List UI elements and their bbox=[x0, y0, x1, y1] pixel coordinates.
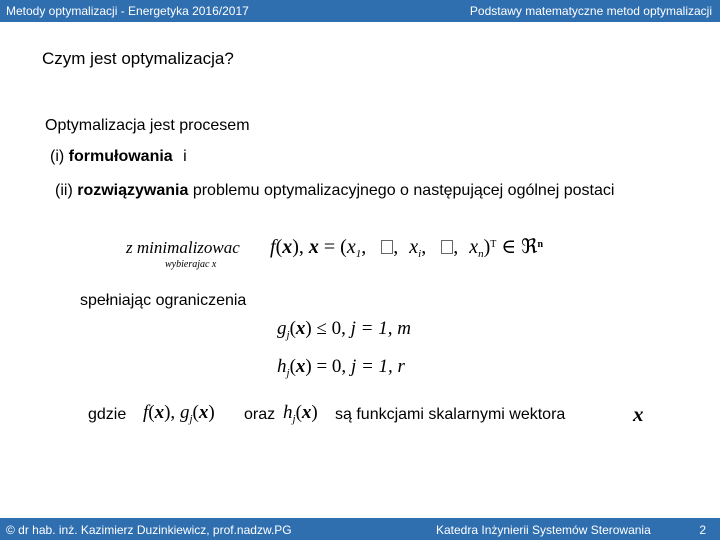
g-index: j bbox=[286, 329, 290, 341]
transpose: T bbox=[490, 239, 497, 250]
g-range: j = 1, m bbox=[350, 318, 411, 339]
header-topic: Podstawy matematyczne metod optymalizacji bbox=[469, 4, 712, 18]
inequality-constraint: $g_j(x) \le 0$, j = 1, m bbox=[277, 318, 411, 341]
and-label: oraz bbox=[244, 406, 276, 423]
g-symbol: g bbox=[277, 318, 287, 339]
footer-bar bbox=[0, 518, 720, 540]
g-relation: ≤ 0, bbox=[316, 318, 346, 339]
item1-suffix: i bbox=[183, 148, 187, 165]
x-vector: x bbox=[301, 402, 312, 423]
xn: x bbox=[469, 236, 479, 258]
xi-index: i bbox=[418, 248, 422, 260]
constraints-label: spełniając ograniczenia bbox=[80, 292, 247, 309]
vector-x: x bbox=[633, 402, 644, 426]
slide-title: Czym jest optymalizacja? bbox=[42, 49, 234, 68]
equality-constraint: $h_j(x) = 0$, j = 1, r bbox=[277, 356, 405, 379]
x-vector-def: x bbox=[308, 236, 319, 258]
h-symbol: h bbox=[283, 402, 293, 423]
intro-text: Optymalizacja jest procesem bbox=[45, 117, 250, 134]
g-symbol: g bbox=[179, 402, 190, 423]
objective-formula: f(x), $x = (x_1$, , $x_i$, , $x_n)^T$ ∈ ℜ$^n$ bbox=[270, 236, 544, 260]
h-index: j bbox=[286, 367, 290, 379]
f-symbol: f bbox=[270, 236, 276, 258]
item-solving bbox=[55, 182, 614, 200]
x-vector: x bbox=[295, 356, 306, 377]
scalar-text: są funkcjami skalarnymi wektora bbox=[335, 406, 566, 423]
placeholder-glyph bbox=[381, 240, 393, 254]
footer-author: © dr hab. inż. Kazimierz Duzinkiewicz, prof.nadzw.PG bbox=[6, 523, 292, 537]
minimize-text: z minimalizowac bbox=[126, 238, 240, 257]
xi: x bbox=[409, 236, 419, 258]
x-vector: x bbox=[295, 318, 306, 339]
xn-index: n bbox=[478, 248, 484, 260]
item2-prefix: (ii) bbox=[55, 182, 73, 199]
function-h: $h_j(x)$ bbox=[283, 402, 318, 425]
h-relation: = 0, bbox=[316, 356, 347, 377]
f-symbol: f bbox=[143, 402, 149, 423]
x-vector: x bbox=[198, 402, 209, 423]
placeholder-glyph bbox=[441, 240, 453, 254]
item-formulation bbox=[50, 148, 187, 166]
real-space: ∈ ℜ bbox=[501, 236, 538, 258]
where-label: gdzie bbox=[88, 406, 127, 423]
item2-suffix: problemu optymalizacyjnego o następującej ogólnej postaci bbox=[192, 182, 615, 199]
header-bar bbox=[0, 0, 720, 22]
header-course: Metody optymalizacji - Energetyka 2016/2017 bbox=[6, 4, 249, 18]
h-symbol: h bbox=[277, 356, 287, 377]
h-range: j = 1, r bbox=[350, 356, 405, 377]
item2-bold: rozwiązywania bbox=[77, 182, 189, 199]
dimension: n bbox=[537, 239, 544, 250]
x1: x bbox=[346, 236, 356, 258]
x1-index: 1 bbox=[355, 248, 362, 260]
footer-department: Katedra Inżynierii Systemów Sterowania bbox=[436, 523, 651, 537]
choosing-text: wybierajac x bbox=[165, 259, 217, 270]
item1-bold: formułowania bbox=[68, 148, 173, 165]
x-vector: x bbox=[154, 402, 165, 423]
item1-prefix: (i) bbox=[50, 148, 65, 165]
function-f: f(x), $g_j(x)$ bbox=[143, 402, 215, 425]
g-index: j bbox=[189, 413, 193, 425]
page-number: 2 bbox=[699, 523, 706, 537]
x-vector: x bbox=[282, 236, 293, 258]
h-index: j bbox=[292, 413, 296, 425]
